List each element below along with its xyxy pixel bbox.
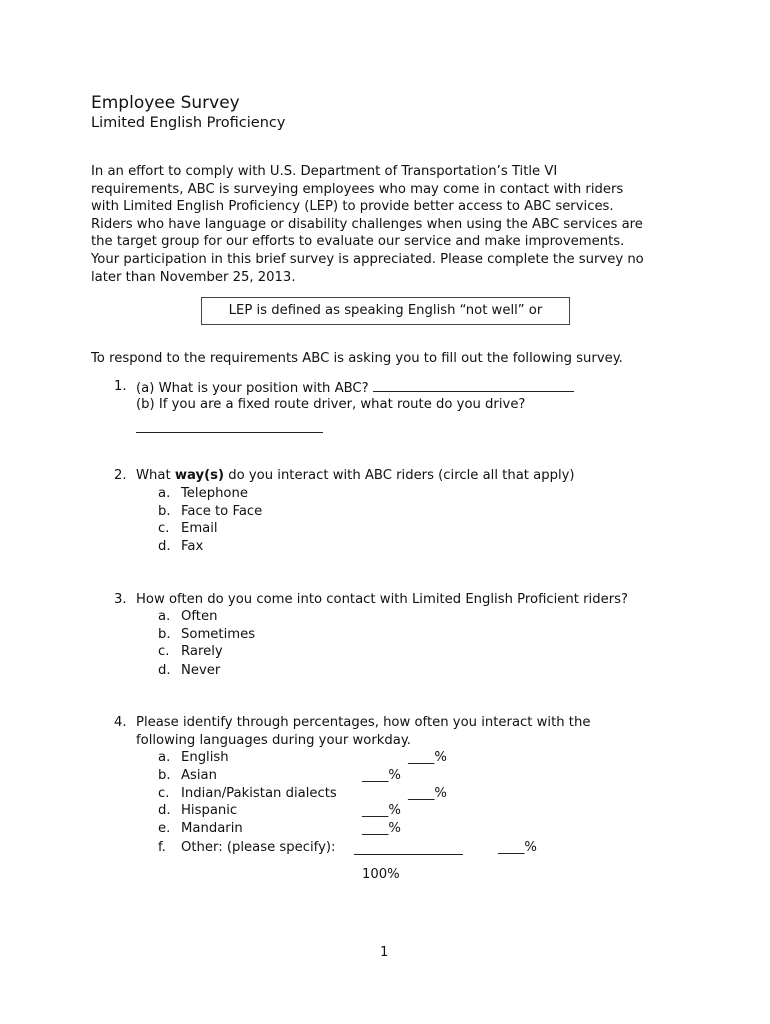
language-indian-pakistan: Indian/Pakistan dialects: [181, 786, 337, 801]
option-never[interactable]: Never: [181, 663, 221, 678]
question-number: 2.: [114, 468, 127, 483]
intro-line: Your participation in this brief survey is appreciated. Please complete the survey no: [91, 251, 644, 267]
survey-title: Employee Survey: [91, 93, 240, 113]
question-2-post: do you interact with ABC riders (circle all that apply): [224, 468, 575, 483]
option-fax[interactable]: Fax: [181, 539, 204, 554]
percent-total: 100%: [362, 867, 400, 882]
question-2-pre: What: [136, 468, 175, 483]
question-number: 4.: [114, 715, 127, 730]
language-mandarin: Mandarin: [181, 821, 243, 836]
position-answer-line[interactable]: [373, 379, 574, 392]
option-letter: d.: [158, 803, 171, 818]
percent-mandarin-field[interactable]: ____%: [362, 821, 401, 836]
option-letter: d.: [158, 539, 171, 554]
intro-line: later than November 25, 2013.: [91, 269, 296, 285]
percent-asian-field[interactable]: ____%: [362, 768, 401, 783]
option-letter: b.: [158, 768, 171, 783]
question-2-text: [136, 468, 575, 483]
question-1a: [136, 379, 574, 396]
question-number: 1.: [114, 379, 127, 394]
question-1a-text: (a) What is your position with ABC?: [136, 381, 373, 396]
question-1b-text: (b) If you are a fixed route driver, what route do you drive?: [136, 397, 526, 412]
language-other: Other: (please specify):: [181, 840, 336, 855]
question-4-text-line1: Please identify through percentages, how often you interact with the: [136, 715, 591, 730]
other-specify-field[interactable]: [354, 840, 463, 859]
option-letter: c.: [158, 521, 170, 536]
option-face-to-face[interactable]: Face to Face: [181, 504, 263, 519]
page-number: 1: [380, 945, 389, 960]
intro-line: requirements, ABC is surveying employees who may come in contact with riders: [91, 181, 624, 197]
question-3-text: How often do you come into contact with Limited English Proficient riders?: [136, 592, 628, 607]
option-letter: a.: [158, 750, 171, 765]
percent-hispanic-field[interactable]: ____%: [362, 803, 401, 818]
option-rarely[interactable]: Rarely: [181, 644, 223, 659]
option-letter: d.: [158, 663, 171, 678]
option-often[interactable]: Often: [181, 609, 218, 624]
percent-english-field[interactable]: ____%: [408, 750, 447, 765]
option-letter: b.: [158, 627, 171, 642]
language-hispanic: Hispanic: [181, 803, 238, 818]
intro-line: In an effort to comply with U.S. Department of Transportation’s Title VI: [91, 164, 558, 179]
percent-indian-pakistan-field[interactable]: ____%: [408, 786, 447, 801]
question-4-text-line2: following languages during your workday.: [136, 733, 411, 748]
option-letter: c.: [158, 644, 170, 659]
language-english: English: [181, 750, 229, 765]
option-letter: a.: [158, 609, 171, 624]
intro-line: with Limited English Proficiency (LEP) to provide better access to ABC services.: [91, 199, 614, 215]
intro-paragraph: [91, 163, 644, 286]
option-email[interactable]: Email: [181, 521, 218, 536]
lep-definition-box: LEP is defined as speaking English “not well” or: [201, 297, 570, 325]
route-answer-line[interactable]: [136, 418, 323, 437]
percent-other-field[interactable]: ____%: [498, 840, 537, 855]
language-asian: Asian: [181, 768, 217, 783]
survey-subtitle: Limited English Proficiency: [91, 115, 286, 131]
question-number: 3.: [114, 592, 127, 607]
option-letter: e.: [158, 821, 171, 836]
option-letter: b.: [158, 504, 171, 519]
question-2-bold: way(s): [174, 468, 225, 483]
option-letter: f.: [158, 840, 166, 855]
option-letter: c.: [158, 786, 170, 801]
option-telephone[interactable]: Telephone: [181, 486, 248, 501]
option-letter: a.: [158, 486, 171, 501]
intro-line: the target group for our efforts to evaluate our service and make improvements.: [91, 234, 625, 250]
intro-line: Riders who have language or disability challenges when using the ABC services are: [91, 216, 643, 232]
option-sometimes[interactable]: Sometimes: [181, 627, 256, 642]
respond-instructions: To respond to the requirements ABC is asking you to fill out the following survey.: [91, 351, 623, 366]
